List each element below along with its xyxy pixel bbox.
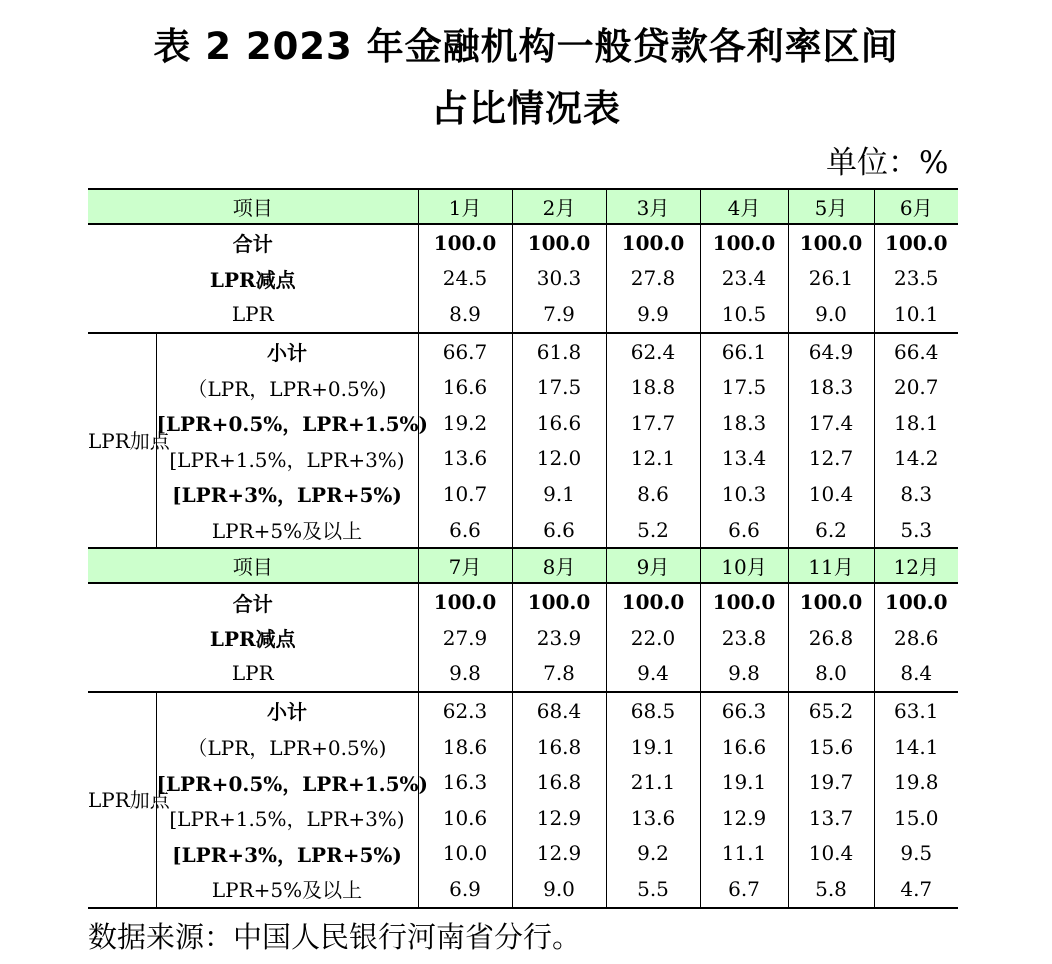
table-row — [88, 764, 958, 800]
value-cell: 100.0 — [606, 583, 700, 620]
table-row — [88, 583, 958, 620]
value-cell: 5.5 — [606, 871, 700, 908]
value-cell: 8.0 — [788, 656, 874, 693]
value-cell: 10.0 — [418, 836, 512, 872]
value-cell: 14.2 — [874, 441, 958, 477]
value-cell: 100.0 — [418, 224, 512, 261]
value-cell: 10.4 — [788, 836, 874, 872]
table-row — [88, 261, 958, 297]
month-header-cell: 2月 — [512, 189, 606, 224]
value-cell: 27.8 — [606, 261, 700, 297]
value-cell: 18.8 — [606, 369, 700, 405]
month-header-cell: 1月 — [418, 189, 512, 224]
value-cell: 23.5 — [874, 261, 958, 297]
value-cell: 26.1 — [788, 261, 874, 297]
value-cell: 24.5 — [418, 261, 512, 297]
table-row — [88, 476, 958, 512]
value-cell: 16.6 — [512, 405, 606, 441]
value-cell: 13.6 — [606, 800, 700, 836]
value-cell: 16.6 — [700, 729, 788, 765]
value-cell: 5.8 — [788, 871, 874, 908]
value-cell: 10.6 — [418, 800, 512, 836]
value-cell: 6.6 — [512, 512, 606, 549]
value-cell: 17.7 — [606, 405, 700, 441]
row-label: 合计 — [232, 232, 273, 257]
value-cell: 19.8 — [874, 764, 958, 800]
month-header-cell: 4月 — [700, 189, 788, 224]
value-cell: 13.7 — [788, 800, 874, 836]
value-cell: 9.0 — [788, 296, 874, 333]
row-label: [LPR+1.5%，LPR+3%) — [169, 807, 405, 832]
row-label: [LPR+3%，LPR+5%) — [172, 483, 402, 508]
table-body — [88, 189, 958, 908]
table-row — [88, 800, 958, 836]
row-label: LPR减点 — [209, 267, 296, 292]
value-cell: 26.8 — [788, 620, 874, 656]
table-row — [88, 369, 958, 405]
value-cell: 10.7 — [418, 476, 512, 512]
value-cell: 19.1 — [700, 764, 788, 800]
value-cell: 66.1 — [700, 333, 788, 370]
value-cell: 100.0 — [700, 583, 788, 620]
value-cell: 20.7 — [874, 369, 958, 405]
loan-rate-table — [88, 188, 958, 909]
value-cell: 7.8 — [512, 656, 606, 693]
value-cell: 15.6 — [788, 729, 874, 765]
value-cell: 19.7 — [788, 764, 874, 800]
value-cell: 6.7 — [700, 871, 788, 908]
value-cell: 14.1 — [874, 729, 958, 765]
value-cell: 9.5 — [874, 836, 958, 872]
month-header-cell: 3月 — [606, 189, 700, 224]
month-header-cell: 7月 — [418, 548, 512, 583]
value-cell: 9.0 — [512, 871, 606, 908]
row-label: [LPR+0.5%，LPR+1.5%) — [156, 771, 428, 796]
table-row — [88, 333, 958, 370]
value-cell: 27.9 — [418, 620, 512, 656]
value-cell: 9.4 — [606, 656, 700, 693]
row-label: 小计 — [267, 700, 307, 725]
row-label: [LPR+3%，LPR+5%) — [172, 842, 402, 867]
value-cell: 13.6 — [418, 441, 512, 477]
value-cell: 9.1 — [512, 476, 606, 512]
value-cell: 8.3 — [874, 476, 958, 512]
value-cell: 100.0 — [606, 224, 700, 261]
value-cell: 5.2 — [606, 512, 700, 549]
value-cell: 23.4 — [700, 261, 788, 297]
row-label: 小计 — [267, 341, 307, 366]
value-cell: 64.9 — [788, 333, 874, 370]
value-cell: 68.5 — [606, 692, 700, 729]
table-row — [88, 836, 958, 872]
value-cell: 6.6 — [700, 512, 788, 549]
value-cell: 8.6 — [606, 476, 700, 512]
unit-label: 单位：% — [826, 145, 949, 181]
value-cell: 19.2 — [418, 405, 512, 441]
value-cell: 10.1 — [874, 296, 958, 333]
value-cell: 6.9 — [418, 871, 512, 908]
item-header-cell: 项目 — [88, 189, 418, 224]
value-cell: 18.3 — [700, 405, 788, 441]
value-cell: 16.8 — [512, 729, 606, 765]
value-cell: 22.0 — [606, 620, 700, 656]
value-cell: 10.4 — [788, 476, 874, 512]
value-cell: 6.2 — [788, 512, 874, 549]
value-cell: 5.3 — [874, 512, 958, 549]
value-cell: 10.3 — [700, 476, 788, 512]
row-label: [LPR+0.5%，LPR+1.5%) — [156, 412, 428, 437]
month-header-cell: 11月 — [788, 548, 874, 583]
value-cell: 13.4 — [700, 441, 788, 477]
month-header-cell: 8月 — [512, 548, 606, 583]
row-label: LPR — [88, 656, 418, 693]
value-cell: 100.0 — [788, 583, 874, 620]
month-header-cell: 6月 — [874, 189, 958, 224]
header-row — [88, 189, 958, 224]
value-cell: 8.4 — [874, 656, 958, 693]
value-cell: 6.6 — [418, 512, 512, 549]
table-row — [88, 871, 958, 908]
row-label: LPR减点 — [209, 627, 296, 652]
table-row — [88, 692, 958, 729]
data-source-note: 数据来源：中国人民银行河南省分行。 — [88, 920, 582, 954]
value-cell: 28.6 — [874, 620, 958, 656]
value-cell: 23.8 — [700, 620, 788, 656]
value-cell: 18.1 — [874, 405, 958, 441]
row-label: （LPR，LPR+0.5%) — [187, 376, 387, 401]
row-label: 合计 — [232, 591, 273, 616]
value-cell: 62.3 — [418, 692, 512, 729]
value-cell: 100.0 — [700, 224, 788, 261]
table-title-line1: 表 2 2023 年金融机构一般贷款各利率区间 — [153, 25, 899, 68]
value-cell: 17.5 — [512, 369, 606, 405]
value-cell: 65.2 — [788, 692, 874, 729]
value-cell: 21.1 — [606, 764, 700, 800]
row-label: （LPR，LPR+0.5%) — [187, 736, 387, 761]
value-cell: 19.1 — [606, 729, 700, 765]
value-cell: 18.3 — [788, 369, 874, 405]
value-cell: 61.8 — [512, 333, 606, 370]
table-row — [88, 405, 958, 441]
table-row — [88, 296, 958, 333]
value-cell: 17.4 — [788, 405, 874, 441]
value-cell: 100.0 — [512, 583, 606, 620]
month-header-cell: 12月 — [874, 548, 958, 583]
month-header-cell: 9月 — [606, 548, 700, 583]
value-cell: 66.4 — [874, 333, 958, 370]
table-row — [88, 729, 958, 765]
value-cell: 66.7 — [418, 333, 512, 370]
value-cell: 9.9 — [606, 296, 700, 333]
month-header-cell: 5月 — [788, 189, 874, 224]
value-cell: 18.6 — [418, 729, 512, 765]
value-cell: 7.9 — [512, 296, 606, 333]
value-cell: 17.5 — [700, 369, 788, 405]
value-cell: 12.1 — [606, 441, 700, 477]
table-row — [88, 620, 958, 656]
value-cell: 62.4 — [606, 333, 700, 370]
value-cell: 10.5 — [700, 296, 788, 333]
value-cell: 30.3 — [512, 261, 606, 297]
value-cell: 8.9 — [418, 296, 512, 333]
value-cell: 16.8 — [512, 764, 606, 800]
value-cell: 100.0 — [874, 583, 958, 620]
row-label: [LPR+1.5%，LPR+3%) — [169, 447, 405, 472]
lpr-markup-group-label: LPR加点 — [88, 692, 156, 908]
table-title-line2: 占比情况表 — [431, 87, 621, 130]
table-row — [88, 656, 958, 693]
value-cell: 9.8 — [418, 656, 512, 693]
value-cell: 68.4 — [512, 692, 606, 729]
value-cell: 9.8 — [700, 656, 788, 693]
value-cell: 63.1 — [874, 692, 958, 729]
value-cell: 12.9 — [512, 800, 606, 836]
table-row — [88, 441, 958, 477]
value-cell: 9.2 — [606, 836, 700, 872]
value-cell: 100.0 — [788, 224, 874, 261]
row-label: LPR+5%及以上 — [156, 871, 418, 908]
header-row — [88, 548, 958, 583]
value-cell: 66.3 — [700, 692, 788, 729]
value-cell: 15.0 — [874, 800, 958, 836]
table-row — [88, 224, 958, 261]
value-cell: 4.7 — [874, 871, 958, 908]
row-label: LPR — [88, 296, 418, 333]
lpr-markup-group-label: LPR加点 — [88, 333, 156, 549]
value-cell: 16.3 — [418, 764, 512, 800]
value-cell: 12.7 — [788, 441, 874, 477]
row-label: LPR+5%及以上 — [156, 512, 418, 549]
value-cell: 11.1 — [700, 836, 788, 872]
value-cell: 23.9 — [512, 620, 606, 656]
value-cell: 12.0 — [512, 441, 606, 477]
month-header-cell: 10月 — [700, 548, 788, 583]
value-cell: 12.9 — [512, 836, 606, 872]
value-cell: 16.6 — [418, 369, 512, 405]
value-cell: 100.0 — [874, 224, 958, 261]
table-row — [88, 512, 958, 549]
item-header-cell: 项目 — [88, 548, 418, 583]
value-cell: 12.9 — [700, 800, 788, 836]
value-cell: 100.0 — [512, 224, 606, 261]
value-cell: 100.0 — [418, 583, 512, 620]
